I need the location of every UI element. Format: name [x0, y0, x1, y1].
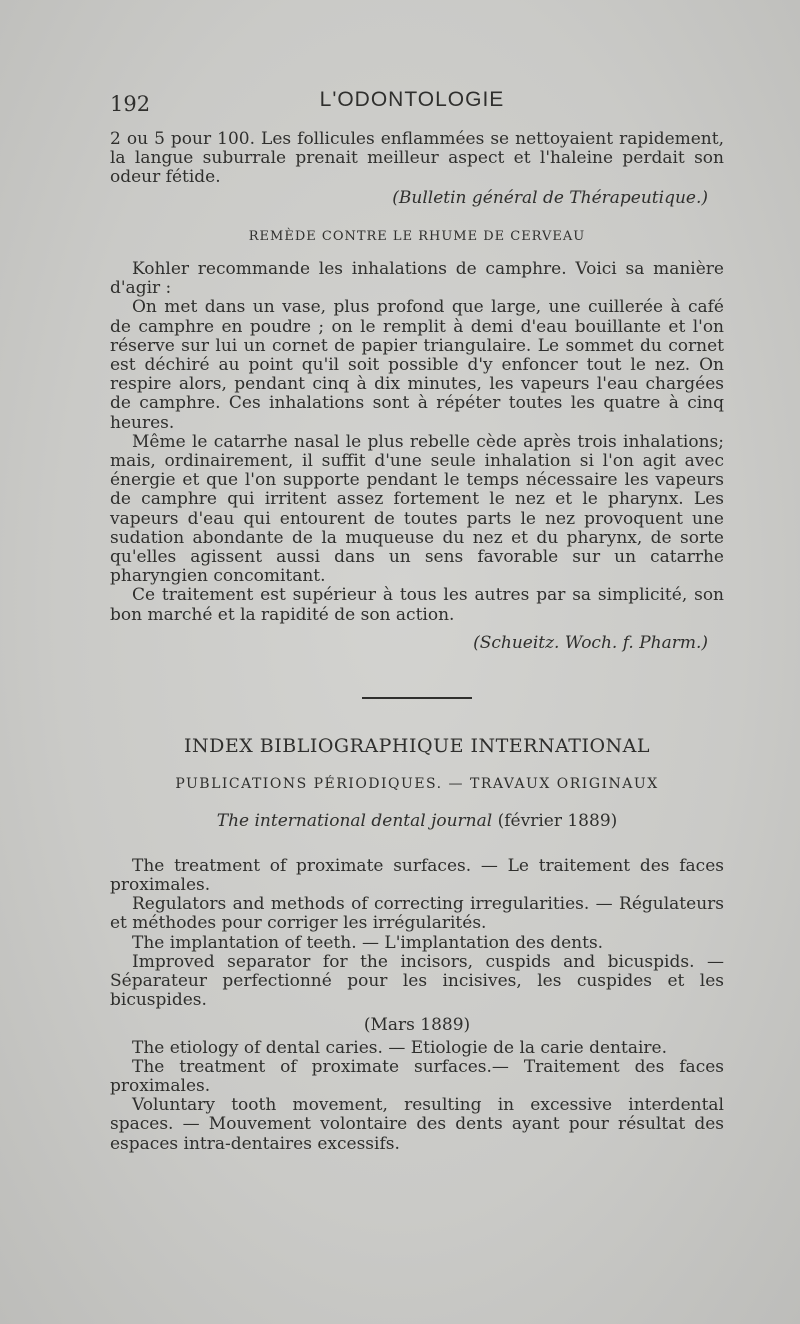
paragraph: Kohler recommande les inhalations de camphre. Voici sa manière d'agir :	[110, 259, 724, 299]
source-citation: (Bulletin général de Thérapeutique.)	[392, 187, 708, 208]
page-body	[110, 130, 724, 1154]
index-entry: Improved separator for the incisors, cuspids and bicuspids. — Séparateur perfectionné pour les incisives, les cuspides et les bicuspides.	[110, 951, 724, 1011]
running-title: L'ODONTOLOGIE	[319, 88, 505, 111]
page-header	[110, 88, 714, 118]
journal-title: The international dental journal	[216, 811, 493, 832]
paragraph: Même le catarrhe nasal le plus rebelle cède après trois inhalations; mais, ordinairement, il suffit d'une seule inhalation si l'on agit avec énergie et que l'on supporte pendant le temps nécessaire les vapeurs de camphre qui irritent assez fortement le nez et le pharynx. Les vapeurs d'eau qui entourent de toutes parts le nez provoquent une sudation abondante de la muqueuse du nez et du pharynx, de sorte qu'elles agissent aussi dans un sens favorable sur un catarrhe pharyngien concomitant.	[110, 431, 724, 587]
journal-line	[110, 812, 724, 831]
index-entry: The treatment of proximate surfaces. — Le traitement des faces proximales.	[110, 855, 724, 895]
continued-paragraph: 2 ou 5 pour 100. Les follicules enflammées se nettoyaient rapidement, la langue suburrale prenait meilleur aspect et l'haleine perdait son odeur fétide.	[110, 129, 724, 188]
index-entry: The implantation of teeth. — L'implantation des dents.	[132, 932, 604, 953]
index-entry: The treatment of proximate surfaces.— Traitement des faces proximales.	[110, 1056, 724, 1096]
journal-date: (février 1889)	[497, 811, 618, 832]
index-entry: Voluntary tooth movement, resulting in excessive interdental spaces. — Mouvement volontaire des dents ayant pour résultat des espaces intra-dentaires excessifs.	[110, 1095, 724, 1154]
source-citation: (Schueitz. Woch. f. Pharm.)	[473, 632, 708, 653]
index-entry: Regulators and methods of correcting irregularities. — Régulateurs et méthodes pour corriger les irrégularités.	[110, 894, 724, 934]
section-divider	[362, 697, 472, 699]
section-title: REMÈDE CONTRE LE RHUME DE CERVEAU	[248, 228, 586, 244]
issue-date: (Mars 1889)	[363, 1015, 471, 1036]
paragraph: Ce traitement est supérieur à tous les autres par sa simplicité, son bon marché et la rapidité de son action.	[110, 585, 724, 625]
index-title: INDEX BIBLIOGRAPHIQUE INTERNATIONAL	[184, 735, 650, 758]
index-entry: The etiology of dental caries. — Etiologie de la carie dentaire.	[132, 1037, 667, 1058]
index-subheading: PUBLICATIONS PÉRIODIQUES. — TRAVAUX ORIGINAUX	[175, 776, 659, 793]
page-number: 192	[110, 92, 151, 116]
paragraph: On met dans un vase, plus profond que large, une cuillerée à café de camphre en poudre ; on le remplit à demi d'eau bouillante et l'on réserve sur lui un cornet de papier triangulaire. Le sommet du cornet est déchiré au point qu'il soit possible d'y enfoncer tout le nez. On respire alors, pendant cinq à dix minutes, les vapeurs l'eau chargées de camphre. Ces inhalations sont à répéter toutes les quatre à cinq heures.	[110, 297, 724, 433]
